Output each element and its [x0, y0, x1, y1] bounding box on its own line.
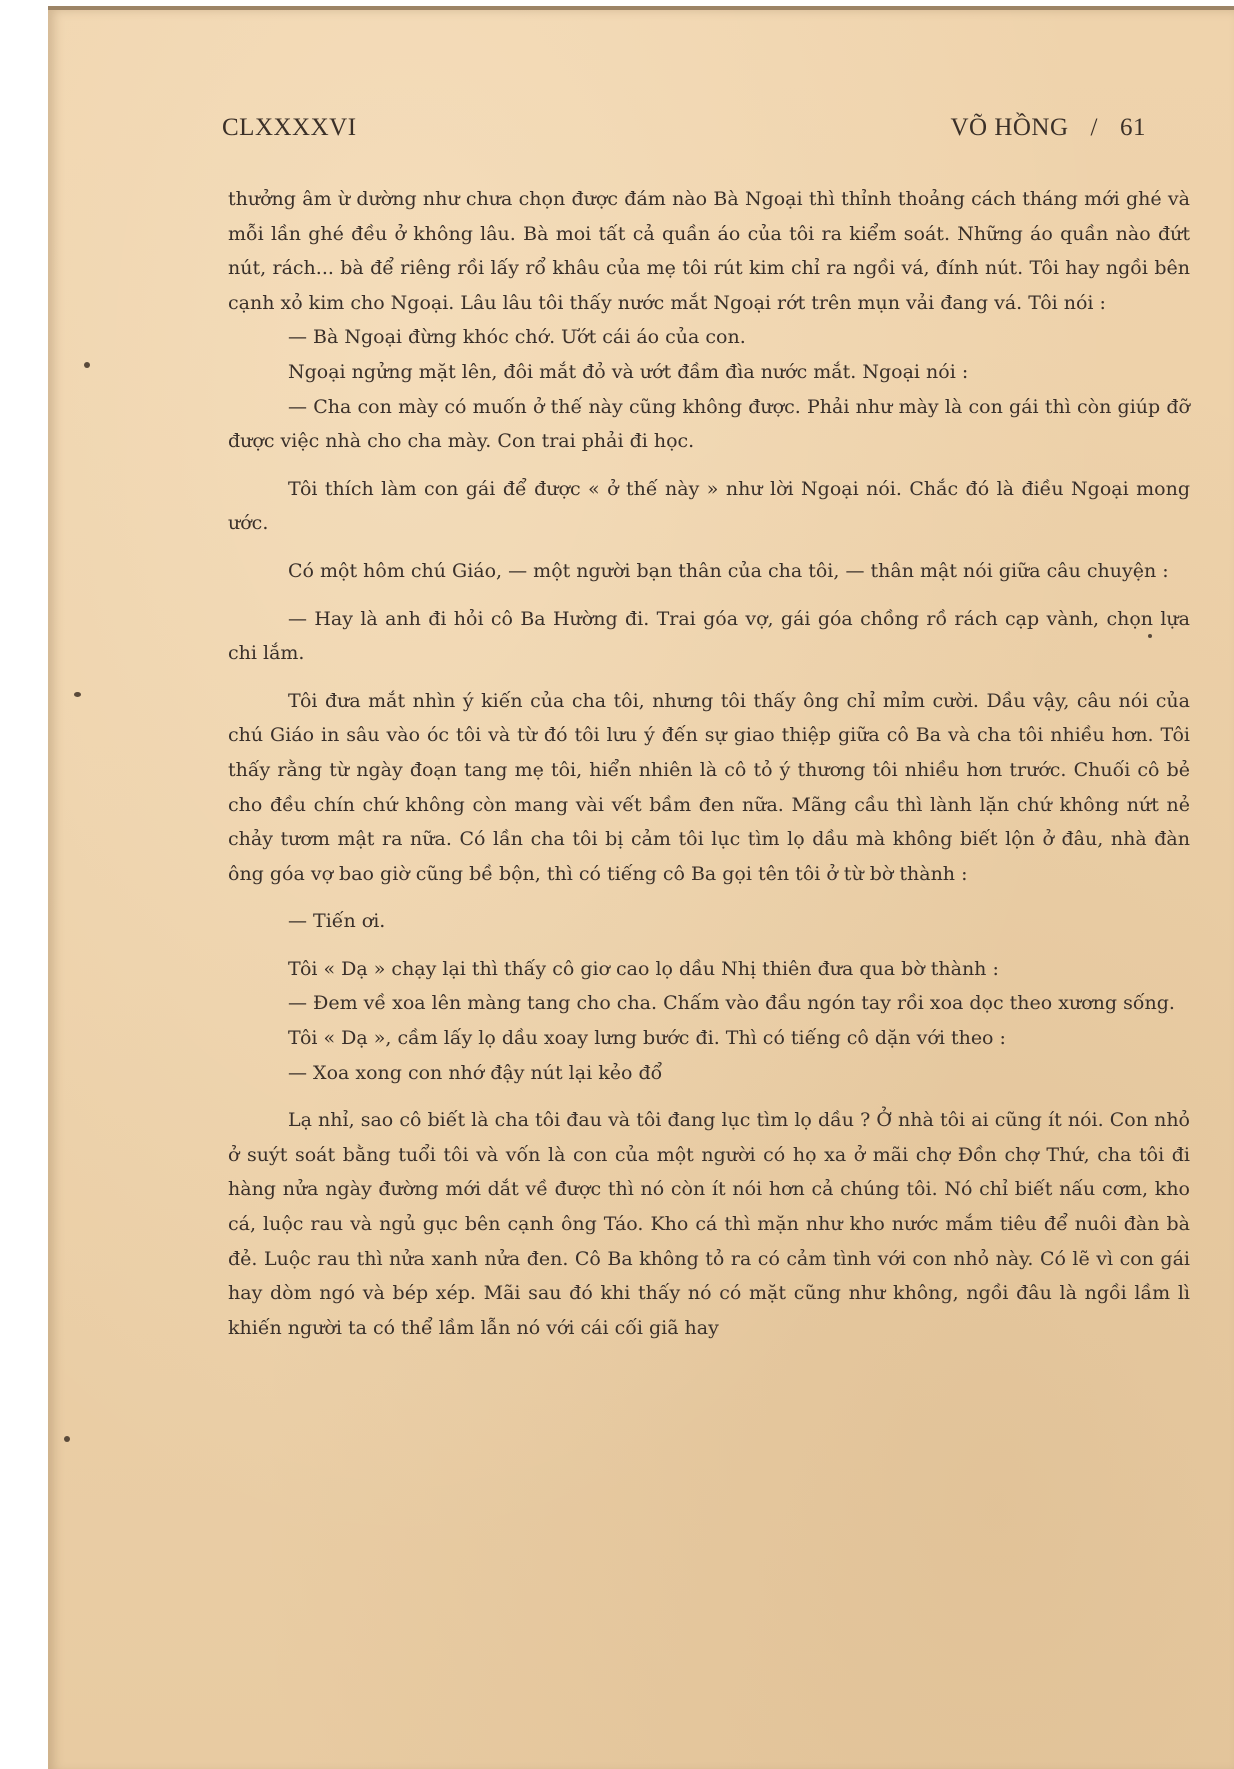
- paper-speck: [74, 692, 81, 697]
- dialogue-line: — Cha con mày có muốn ở thế này cũng không được. Phải như mày là con gái thì còn giúp đỡ được việc nhà cho cha mày. Con trai phải đi học.: [228, 395, 1190, 453]
- chapter-number: CLXXXXVI: [222, 114, 357, 141]
- dialogue-line: — Xoa xong con nhớ đậy nút lại kẻo đổ: [288, 1061, 663, 1084]
- dialogue-line: — Hay là anh đi hỏi cô Ba Hường đi. Trai góa vợ, gái góa chồng rồ rách cạp vành, chọn lựa chi lắm.: [228, 607, 1190, 665]
- page-number: 61: [1120, 114, 1146, 141]
- page-body: [228, 182, 1190, 1345]
- paragraph: Có một hôm chú Giáo, — một người bạn thân của cha tôi, — thân mật nói giữa câu chuyện :: [288, 559, 1169, 582]
- dialogue-line: — Tiến ơi.: [288, 910, 386, 933]
- paragraph: Tôi « Dạ », cầm lấy lọ dầu xoay lưng bước đi. Thì có tiếng cô dặn với theo :: [288, 1027, 1006, 1050]
- paragraph: thưởng âm ừ dường như chưa chọn được đám nào Bà Ngoại thì thỉnh thoảng cách tháng mới ghé và mỗi lần ghé đều ở không lâu. Bà moi tất cả quần áo của tôi ra kiểm soát. Những áo quần nào đứt nút, rách... bà để riêng rồi lấy rổ khâu của mẹ tôi rút kim chỉ ra ngồi vá, đính nút. Tôi hay ngồi bên cạnh xỏ kim cho Ngoại. Lâu lâu tôi thấy nước mắt Ngoại rớt trên mụn vải đang vá. Tôi nói :: [228, 188, 1190, 314]
- running-header: [222, 114, 1146, 150]
- paragraph: Tôi « Dạ » chạy lại thì thấy cô giơ cao lọ dầu Nhị thiên đưa qua bờ thành :: [288, 957, 999, 980]
- header-separator: /: [1090, 114, 1098, 141]
- dialogue-line: — Đem về xoa lên màng tang cho cha. Chấm vào đầu ngón tay rồi xoa dọc theo xương sống.: [288, 992, 1175, 1015]
- paragraph: Tôi đưa mắt nhìn ý kiến của cha tôi, nhưng tôi thấy ông chỉ mỉm cười. Dầu vậy, câu nói của chú Giáo in sâu vào óc tôi và từ đó tôi lưu ý đến sự giao thiệp giữa cô Ba và cha tôi nhiều hơn. Tôi thấy rằng từ ngày đoạn tang mẹ tôi, hiển nhiên là cô tỏ ý thương tôi nhiều hơn trước. Chuối cô bẻ cho đều chín chứ không còn mang vài vết bầm đen nữa. Mãng cầu thì lành lặn chứ không nứt nẻ chảy tươm mật ra nữa. Có lần cha tôi bị cảm tôi lục tìm lọ dầu mà không biết lộn ở đâu, nhà đàn ông góa vợ bao giờ cũng bề bộn, thì có tiếng cô Ba gọi tên tôi ở từ bờ thành :: [228, 689, 1190, 885]
- paper-speck: [64, 1436, 70, 1442]
- paper-speck: [84, 362, 90, 368]
- paragraph: Ngoại ngửng mặt lên, đôi mắt đỏ và ướt đầm đìa nước mắt. Ngoại nói :: [288, 360, 969, 383]
- dialogue-line: — Bà Ngoại đừng khóc chớ. Ướt cái áo của con.: [288, 326, 746, 349]
- paragraph: Tôi thích làm con gái để được « ở thế này » như lời Ngoại nói. Chắc đó là điều Ngoại mong ước.: [228, 477, 1190, 535]
- paper-sheet: [48, 6, 1234, 1769]
- paragraph: Lạ nhỉ, sao cô biết là cha tôi đau và tôi đang lục tìm lọ dầu ? Ở nhà tôi ai cũng ít nói. Con nhỏ ở suýt soát bằng tuổi tôi và vốn là con của một người có họ xa ở mãi chợ Đồn chợ Thứ, cha tôi đi hàng nửa ngày đường mới dắt về được thì nó còn ít nói hơn cả chúng tôi. Nó chỉ biết nấu cơm, kho cá, luộc rau và ngủ gục bên cạnh ông Táo. Kho cá thì mặn như kho nước mắm tiêu để nuôi đàn bà đẻ. Luộc rau thì nửa xanh nửa đen. Cô Ba không tỏ ra có cảm tình với con nhỏ này. Có lẽ vì con gái hay dòm ngó và bép xép. Mãi sau đó khi thấy nó có mặt cũng như không, ngồi đâu là ngồi lầm lì khiến người ta có thể lầm lẫn nó với cái cối giã hay: [228, 1109, 1190, 1339]
- author-name: VÕ HỒNG: [950, 114, 1069, 141]
- header-right: [950, 114, 1146, 142]
